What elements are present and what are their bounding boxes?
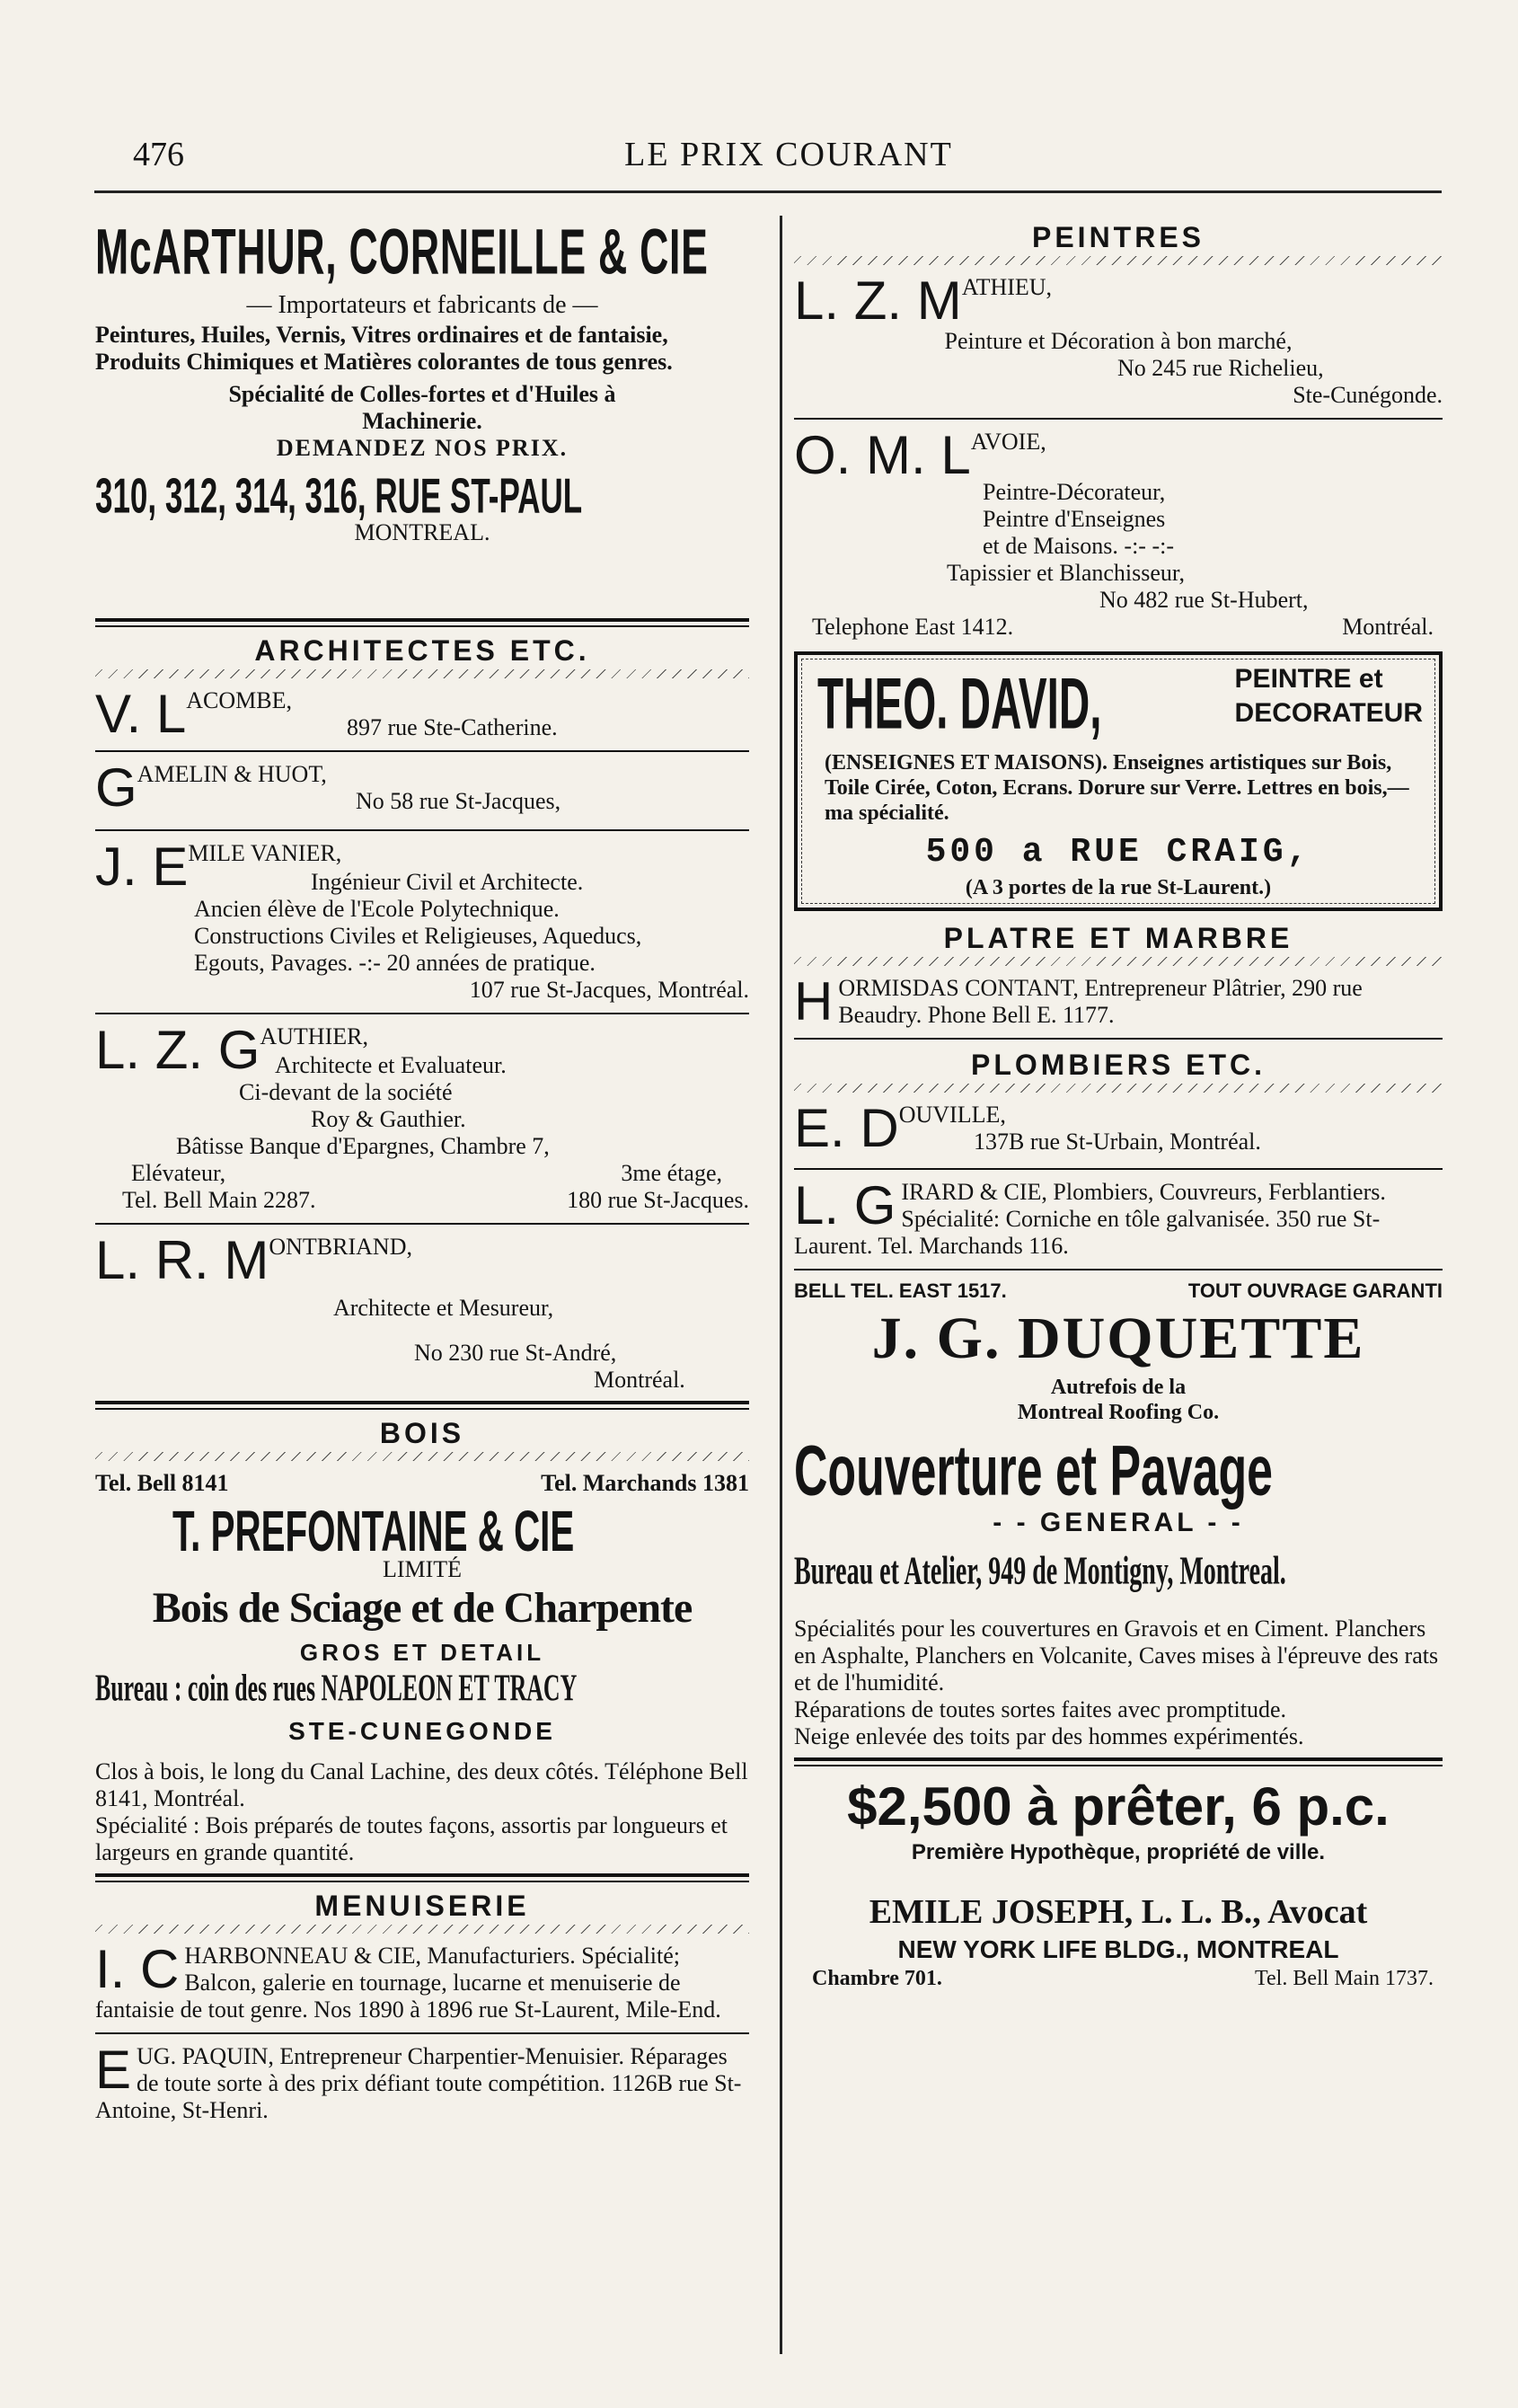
prefontaine-name: T. PREFONTAINE & CIE [172, 1498, 575, 1563]
wavy-rule [794, 256, 1443, 265]
rule [794, 1168, 1443, 1170]
rule [95, 829, 749, 831]
rule [95, 1013, 749, 1014]
prefontaine-tel-left: Tel. Bell 8141 [95, 1470, 229, 1496]
gauthier-line3: Bâtisse Banque d'Epargnes, Chambre 7, [176, 1133, 550, 1159]
girard-entry [794, 1175, 1443, 1260]
contant-text: ORMISDAS CONTANT, Entrepreneur Plâtrier, 290 rue Beaudry. Phone Bell E. 1177. [838, 975, 1363, 1028]
duquette-name: J. G. DUQUETTE [871, 1306, 1365, 1371]
section-heading-menuiserie: MENUISERIE [314, 1890, 530, 1922]
lavoie-line6 [794, 614, 1443, 641]
loan-chambre: Chambre 701. [812, 1967, 942, 1990]
rule [794, 418, 1443, 420]
prefontaine-line2: GROS ET DETAIL [299, 1639, 545, 1666]
mcarthur-products: Peintures, Huiles, Vernis, Vitres ordinaires et de fantaisie, Produits Chimiques et Matières colorantes de tous genres. [95, 322, 673, 375]
paquin-initial: E [95, 2040, 132, 2100]
lavoie-line1: Peintre-Décorateur, [983, 479, 1166, 505]
david-name: THEO. DAVID, [817, 663, 1102, 744]
mathieu-initials: L. Z. M [794, 270, 962, 331]
gauthier-line4-left: Elévateur, [131, 1160, 226, 1186]
column-divider [780, 216, 782, 2354]
loan-tel: Tel. Bell Main 1737. [1255, 1967, 1434, 1990]
duquette-ad [794, 1279, 1443, 1750]
loan-ad [794, 1774, 1443, 1991]
gauthier-title: Architecte et Evaluateur. [275, 1052, 507, 1078]
gauthier-line4 [95, 1160, 749, 1187]
mcarthur-ask: DEMANDEZ NOS PRIX. [276, 435, 569, 461]
david-line1: (ENSEIGNES ET MAISONS). Enseignes artistiques sur Bois, Toile Cirée, Coton, Ecrans. Dorure sur Verre. Lettres en bois,—ma spécialité. [825, 751, 1409, 825]
rule [794, 1038, 1443, 1040]
section-heading-bois: BOIS [379, 1417, 465, 1449]
prefontaine-ad [95, 1470, 749, 1866]
gauthier-line5-right: 180 rue St-Jacques. [567, 1187, 749, 1213]
page-header [133, 135, 1444, 180]
gauthier-initials: L. Z. G [95, 1020, 260, 1080]
mcarthur-address: 310, 312, 314, 316, RUE ST-PAUL [95, 468, 583, 524]
duquette-general: - - GENERAL - - [993, 1508, 1244, 1537]
duquette-snow: Neige enlevée des toits par des hommes expérimentés. [794, 1723, 1304, 1749]
lavoie-city: Montréal. [1342, 614, 1434, 640]
david-address: 500 a RUE CRAIG, [925, 833, 1311, 872]
loan-amount: $2,500 à prêter, 6 p.c. [847, 1776, 1390, 1837]
section-heading-plombiers: PLOMBIERS ETC. [970, 1049, 1266, 1081]
mathieu-line2: No 245 rue Richelieu, [1117, 355, 1324, 381]
lacombe-entry [95, 684, 749, 744]
gauthier-line2: Roy & Gauthier. [311, 1106, 466, 1132]
lavoie-name: AVOIE, [970, 429, 1046, 455]
wavy-rule [95, 1925, 749, 1934]
mathieu-name: ATHIEU, [961, 274, 1053, 300]
publication-title: LE PRIX COURANT [624, 136, 953, 173]
loan-name: EMILE JOSEPH, L. L. B., Avocat [869, 1893, 1368, 1931]
douville-name: OUVILLE, [898, 1102, 1006, 1128]
montbriand-title: Architecte et Mesureur, [333, 1295, 554, 1321]
gauthier-entry [95, 1020, 749, 1214]
gamelin-address: No 58 rue St-Jacques, [356, 788, 561, 814]
vanier-name: MILE VANIER, [188, 840, 342, 866]
page-number: 476 [133, 136, 184, 173]
section-heading-platre: PLATRE ET MARBRE [943, 922, 1293, 954]
duquette-headline: Couverture et Pavage [794, 1431, 1274, 1511]
duquette-former1: Autrefois de la [1050, 1376, 1187, 1399]
david-note: (A 3 portes de la rue St-Laurent.) [965, 876, 1272, 899]
montbriand-address: No 230 rue St-André, [414, 1340, 617, 1366]
mathieu-line1: Peinture et Décoration à bon marché, [944, 328, 1293, 354]
prefontaine-tel-row [95, 1470, 749, 1497]
mcarthur-ad [95, 216, 749, 611]
duquette-guarantee: TOUT OUVRAGE GARANTI [1187, 1279, 1443, 1302]
rule [95, 1223, 749, 1225]
mathieu-entry [794, 270, 1443, 409]
vanier-entry [95, 837, 749, 1004]
wavy-rule [794, 1084, 1443, 1093]
charbonneau-entry [95, 1939, 749, 2023]
gamelin-entry [95, 757, 749, 820]
girard-initials: L. G [794, 1175, 896, 1235]
rule [794, 1269, 1443, 1270]
rule [95, 750, 749, 752]
rule [95, 1873, 749, 1882]
david-ad-box [794, 651, 1443, 911]
gamelin-initial: G [95, 757, 137, 818]
gauthier-line4-right: 3me étage, [621, 1160, 722, 1186]
prefontaine-line3: Bureau : coin des rues NAPOLEON ET TRACY [95, 1668, 578, 1710]
gauthier-line5-left: Tel. Bell Main 2287. [122, 1187, 316, 1213]
wavy-rule [95, 669, 749, 678]
duquette-former2: Montreal Roofing Co. [1017, 1401, 1220, 1424]
contant-initial: H [794, 971, 834, 1031]
contant-entry [794, 971, 1443, 1031]
montbriand-entry [95, 1230, 749, 1394]
duquette-repairs: Réparations de toutes sortes faites avec promptitude. [794, 1696, 1287, 1722]
montbriand-city: Montréal. [594, 1367, 685, 1393]
right-column [794, 216, 1443, 1991]
douville-initials: E. D [794, 1098, 899, 1158]
duquette-tel: BELL TEL. EAST 1517. [794, 1279, 1007, 1302]
vanier-address: 107 rue St-Jacques, Montréal. [469, 977, 749, 1003]
gauthier-line5 [95, 1187, 749, 1214]
rule [95, 1401, 749, 1410]
vanier-initials: J. E [95, 837, 189, 897]
wavy-rule [794, 957, 1443, 966]
prefontaine-line4: STE-CUNEGONDE [288, 1717, 556, 1745]
lacombe-initials: V. L [95, 684, 187, 744]
section-heading-architectes: ARCHITECTES ETC. [254, 634, 590, 667]
douville-entry [794, 1098, 1443, 1159]
lavoie-line4: Tapissier et Blanchisseur, [947, 560, 1186, 586]
mcarthur-tagline: — Importateurs et fabricants de — [246, 291, 598, 319]
paquin-text: UG. PAQUIN, Entrepreneur Charpentier-Menuisier. Réparages de toute sorte à des prix défiant toute compétition. 1126B rue St-Antoine, St-Henri. [95, 2043, 742, 2123]
vanier-title: Ingénieur Civil et Architecte. [311, 869, 584, 895]
loan-contact-row [794, 1966, 1443, 1991]
rule [95, 618, 749, 627]
lavoie-line5: No 482 rue St-Hubert, [1099, 587, 1309, 613]
prefontaine-limite: LIMITÉ [382, 1556, 463, 1582]
section-heading-peintres: PEINTRES [1031, 221, 1205, 253]
douville-address: 137B rue St-Urbain, Montréal. [974, 1129, 1261, 1155]
lavoie-initials: O. M. L [794, 425, 971, 485]
lavoie-line3: et de Maisons. -:- -:- [983, 533, 1175, 559]
prefontaine-tel-right: Tel. Marchands 1381 [541, 1470, 749, 1496]
duquette-specs: Spécialités pour les couvertures en Gravois et en Ciment. Planchers en Asphalte, Planchers en Volcanite, Caves mises à l'épreuve des rats et de l'humidité. [794, 1616, 1439, 1695]
charbonneau-initials: I. C [95, 1939, 180, 1999]
lavoie-entry [794, 425, 1443, 641]
prefontaine-line1: Bois de Sciage et de Charpente [152, 1584, 693, 1632]
charbonneau-text: HARBONNEAU & CIE, Manufacturiers. Spécialité; Balcon, galerie en tournage, lucarne et menuiserie de fantaisie de tout genre. Nos 1890 à 1896 rue St-Laurent, Mile-End. [95, 1943, 721, 2023]
lacombe-name: ACOMBE, [186, 687, 292, 713]
david-role1: PEINTRE et [1234, 664, 1383, 694]
mcarthur-specialty: Spécialité de Colles-fortes et d'Huiles à Machinerie. [228, 381, 616, 434]
david-role2: DECORATEUR [1234, 698, 1423, 728]
duquette-bureau: Bureau et Atelier, 949 de Montigny, Montreal. [794, 1548, 1286, 1593]
lavoie-phone: Telephone East 1412. [812, 614, 1014, 640]
vanier-text: Ancien élève de l'Ecole Polytechnique. Constructions Civiles et Religieuses, Aqueducs, Egouts, Pavages. -:- 20 années de pratique. [194, 896, 642, 976]
gauthier-name: AUTHIER, [260, 1023, 368, 1049]
wavy-rule [95, 1452, 749, 1461]
prefontaine-text1: Clos à bois, le long du Canal Lachine, des deux côtés. Téléphone Bell 8141, Montréal. [95, 1758, 748, 1811]
lavoie-line2: Peintre d'Enseignes [983, 506, 1166, 532]
montbriand-initials: L. R. M [95, 1230, 269, 1290]
lacombe-address: 897 rue Ste-Catherine. [347, 714, 558, 740]
header-rule [94, 190, 1442, 193]
left-column [95, 216, 749, 2124]
rule [794, 1757, 1443, 1766]
gamelin-name: AMELIN & HUOT, [137, 761, 327, 787]
paquin-entry [95, 2040, 749, 2124]
loan-building: NEW YORK LIFE BLDG., MONTREAL [897, 1935, 1339, 1963]
gauthier-line1: Ci-devant de la société [239, 1079, 453, 1105]
loan-sub: Première Hypothèque, propriété de ville. [911, 1840, 1326, 1864]
montbriand-name: ONTBRIAND, [269, 1234, 412, 1260]
mcarthur-name: McARTHUR, CORNEILLE & CIE [95, 217, 709, 288]
mcarthur-city: MONTREAL. [354, 519, 490, 545]
rule [95, 2032, 749, 2034]
girard-text: IRARD & CIE, Plombiers, Couvreurs, Ferblantiers. Spécialité: Corniche en tôle galvanisée. 350 rue St-Laurent. Tel. Marchands 116. [794, 1179, 1386, 1259]
prefontaine-text2: Spécialité : Bois préparés de toutes façons, assortis par longueurs et largeurs en grande quantité. [95, 1812, 728, 1865]
mathieu-line3: Ste-Cunégonde. [1293, 382, 1443, 408]
